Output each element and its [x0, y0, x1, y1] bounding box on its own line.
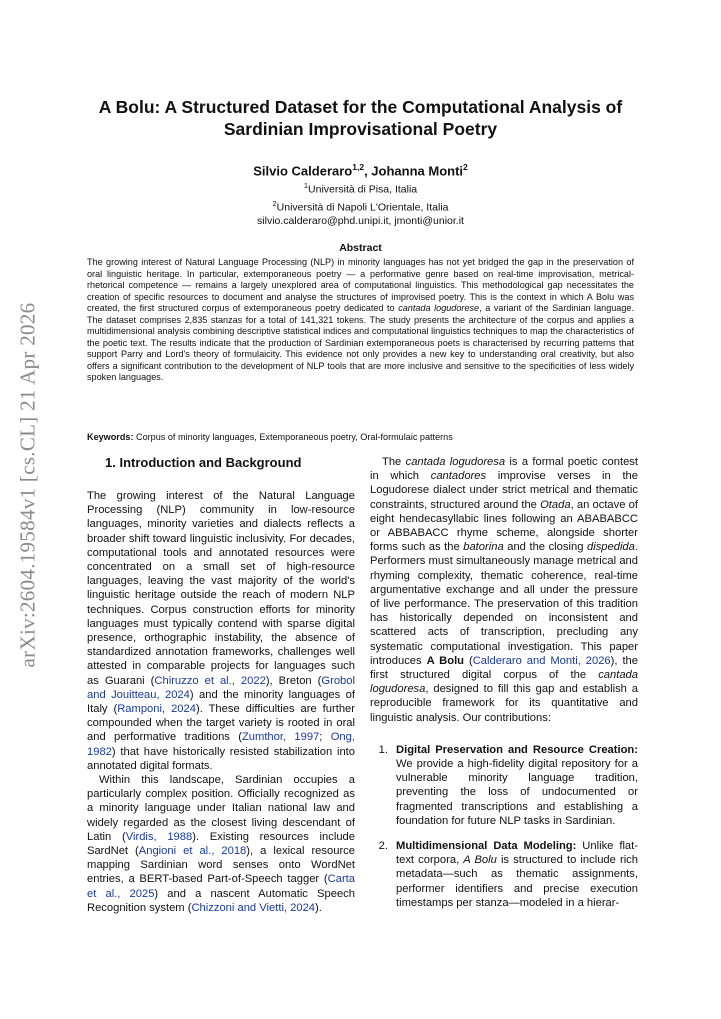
paper-title: A Bolu: A Structured Dataset for the Computational Analysis of Sardinian Improvisational Poetry	[98, 97, 623, 139]
paragraph-text: Within this landscape, Sardinian occupies a particularly complex position. Officially recognized as a minority language under Italian national law and widely regarded as the closest living descendant of Latin (	[87, 774, 355, 843]
affiliation-text: Università di Napoli L'Orientale, Italia	[276, 201, 449, 213]
paragraph-text: The	[382, 456, 406, 468]
citation-link[interactable]: Virdis, 1988	[125, 830, 193, 843]
intro-paragraph	[87, 773, 355, 915]
author-affiliation-mark: 1,2	[352, 162, 365, 172]
paragraph-text: ), a lexical resource mapping Sardinian word senses onto WordNet entries, a BERT-based Part-of-Speech tagger (	[87, 845, 355, 886]
paragraph-text: ).	[315, 901, 322, 914]
author-name: Johanna Monti	[371, 163, 464, 179]
abstract-body	[87, 257, 634, 384]
keywords-label: Keywords:	[87, 432, 134, 442]
paragraph-text: The growing interest of the Natural Language Processing (NLP) community in low-resource languages, minority varieties and dialects reflects a broader shift toward linguistic inclusivity. For decades, computational tools and annotated resources were concentrated on a small set of high-resource languages, leaving the vast majority of the world's linguistic heritage outside the reach of modern NLP techniques. Corpus construction efforts for minority languages must typically contend with sparse digital presence, orthographic instability, the absence of standardized annotation frameworks, challenges well attested in comparable projects for languages such as Guarani (	[87, 490, 355, 687]
list-item-number: 2.	[378, 840, 388, 853]
paragraph-text: , designed to fill this gap and establish a reproducible framework for its quantitative and linguistic analysis. Our contributions:	[370, 683, 638, 724]
paragraph-text: improvise verses in the Logudorese dialect under strict metrical and thematic constraints, structured around the	[370, 470, 639, 511]
abstract-text: The growing interest of Natural Language Processing (NLP) in minority languages has not yet bridged the gap in the preservation of oral linguistic heritage. In particular, extemporaneous poetry — a performative genre based on real-time improvisation, metrical-rhetorical competence — remains a largely unexplored area of computational linguistics. This methodological gap necessitates the creation of specific resources to document and analyse the structures of improvised poetry. This is the context in which A Bolu was created, the first structured corpus of extemporaneous poetry dedicated to	[87, 257, 634, 313]
paragraph-text: ) and a nascent Automatic Speech Recognition system (	[87, 887, 355, 914]
affiliation-line	[60, 197, 661, 215]
list-item-lead: Digital Preservation and Resource Creation:	[396, 743, 638, 756]
paragraph-text: ), the first structured digital corpus of the	[370, 654, 638, 682]
paragraph-text: , an octave of eight hendecasyllabic lines following an ABABABCC or ABBABACC rhyme scheme, alongside shorter forms such as the	[370, 498, 638, 554]
author-line	[60, 162, 661, 178]
paragraph-text: ) that have historically resisted stabilization into annotated digital formats.	[87, 745, 355, 772]
abstract-text: , a variant of the Sardinian language. The dataset comprises 2,835 stanzas for a total of 141,321 tokens. The study presents the architecture of the corpus and applies a multidimensional analysis combining descriptive statistical indices and computational linguistics techniques to map the characteristics of the poetic text. The results indicate that the production of Sardinian extemporaneous poets is characterised by recurring patterns that support Parry and Lord's theory of formulaicity. This evidence not only provides a new key to understanding oral creativity, but also offers a significant contribution to the development of NLP tools that are more inclusive and sensitive to the specificities of less widely spoken languages.	[87, 303, 635, 382]
list-item-body	[396, 839, 638, 910]
list-item-body	[396, 743, 638, 828]
paragraph-text: ) and the minority languages of Italy (	[87, 688, 355, 716]
contributions-list	[370, 743, 638, 910]
list-item	[370, 839, 638, 910]
paragraph-text: (	[464, 654, 473, 667]
affiliation-mark: 2	[272, 198, 277, 208]
bold-text: A Bolu	[426, 654, 465, 667]
keywords	[87, 432, 634, 442]
list-item-text: is structured to include rich metadata—such as thematic assignments, performer identifiers and precise execution timestamps per stanza—modeled in a hierar-	[396, 854, 638, 909]
abstract-heading: Abstract	[339, 242, 382, 254]
list-item	[370, 743, 638, 828]
citation-link[interactable]: Carta et al., 2025	[87, 873, 355, 900]
citation-link[interactable]: Zumthor, 1997	[241, 731, 320, 744]
emphasis-text: cantadores	[430, 470, 487, 483]
paragraph-text: and the closing	[503, 541, 587, 554]
left-column	[87, 455, 355, 915]
author-emails: silvio.calderaro@phd.unipi.it, jmonti@unior.it	[257, 215, 464, 227]
list-item-lead: Multidimensional Data Modeling:	[396, 840, 577, 853]
arxiv-identifier: arXiv:2604.19584v1 [cs.CL] 21 Apr 2026	[15, 302, 40, 668]
paragraph-text: is a formal poetic contest in which	[370, 456, 639, 483]
emphasis-text: dispedida	[586, 541, 635, 554]
affiliation-mark: 1	[303, 181, 309, 190]
affiliation-line	[60, 179, 661, 197]
paragraph-text: ;	[319, 731, 331, 744]
emphasis-text: batorina	[463, 541, 504, 554]
section-heading: 1. Introduction and Background	[105, 455, 302, 470]
citation-link[interactable]: Chiruzzo et al., 2022	[154, 674, 266, 687]
list-item-text: We provide a high-fidelity digital repository for a vulnerable minority language tradition, preventing the loss of undocumented or fragmented transcriptions and establishing a foundation for future NLP tasks in Sardinian.	[396, 758, 638, 827]
emphasis-text: cantada logudoresa	[405, 456, 506, 468]
list-item-number: 1.	[378, 743, 388, 756]
author-separator: ,	[364, 163, 372, 179]
emphasis-text: A Bolu	[463, 854, 497, 867]
paragraph-text: ), Breton (	[265, 674, 322, 687]
affiliation-text: Università di Pisa, Italia	[308, 183, 418, 196]
emphasis-text: cantada logudoresa	[370, 669, 638, 696]
paragraph-text: . Performers must simultaneously manage metrical and rhyming complexity, thematic coherence, real-time argumentative exchange and all under the pressure of live performance. The preservation of this tradition has historically depended on inconsistent and scattered acts of transcription, precluding any systematic computational investigation. This paper introduces	[370, 541, 638, 667]
author-affiliation-mark: 2	[463, 162, 468, 172]
intro-paragraph	[87, 489, 355, 773]
affiliations	[60, 179, 661, 228]
paragraph-text: ). These difficulties are further compounded when the target variety is rooted in oral and performative traditions (	[87, 703, 355, 744]
citation-link[interactable]: Grobol and Jouitteau, 2024	[87, 674, 355, 701]
keywords-text: Corpus of minority languages, Extemporaneous poetry, Oral-formulaic patterns	[133, 432, 453, 442]
citation-link[interactable]: Ong, 1982	[87, 731, 355, 758]
citation-link[interactable]: Chizzoni and Vietti, 2024	[191, 901, 316, 914]
citation-link[interactable]: Angioni et al., 2018	[138, 845, 247, 858]
body-paragraph	[370, 455, 638, 725]
right-column	[370, 455, 638, 921]
citation-link[interactable]: Ramponi, 2024	[117, 703, 196, 716]
author-name: Silvio Calderaro	[253, 163, 353, 179]
abstract-emphasis: cantada logudorese	[398, 303, 480, 313]
list-item-text: Unlike flat-text corpora,	[396, 840, 638, 867]
emphasis-text: Otada	[540, 498, 571, 511]
citation-link[interactable]: Calderaro and Monti, 2026	[472, 654, 611, 667]
paragraph-text: ). Existing resources include SardNet (	[87, 830, 355, 858]
arxiv-sidebar	[8, 300, 48, 670]
